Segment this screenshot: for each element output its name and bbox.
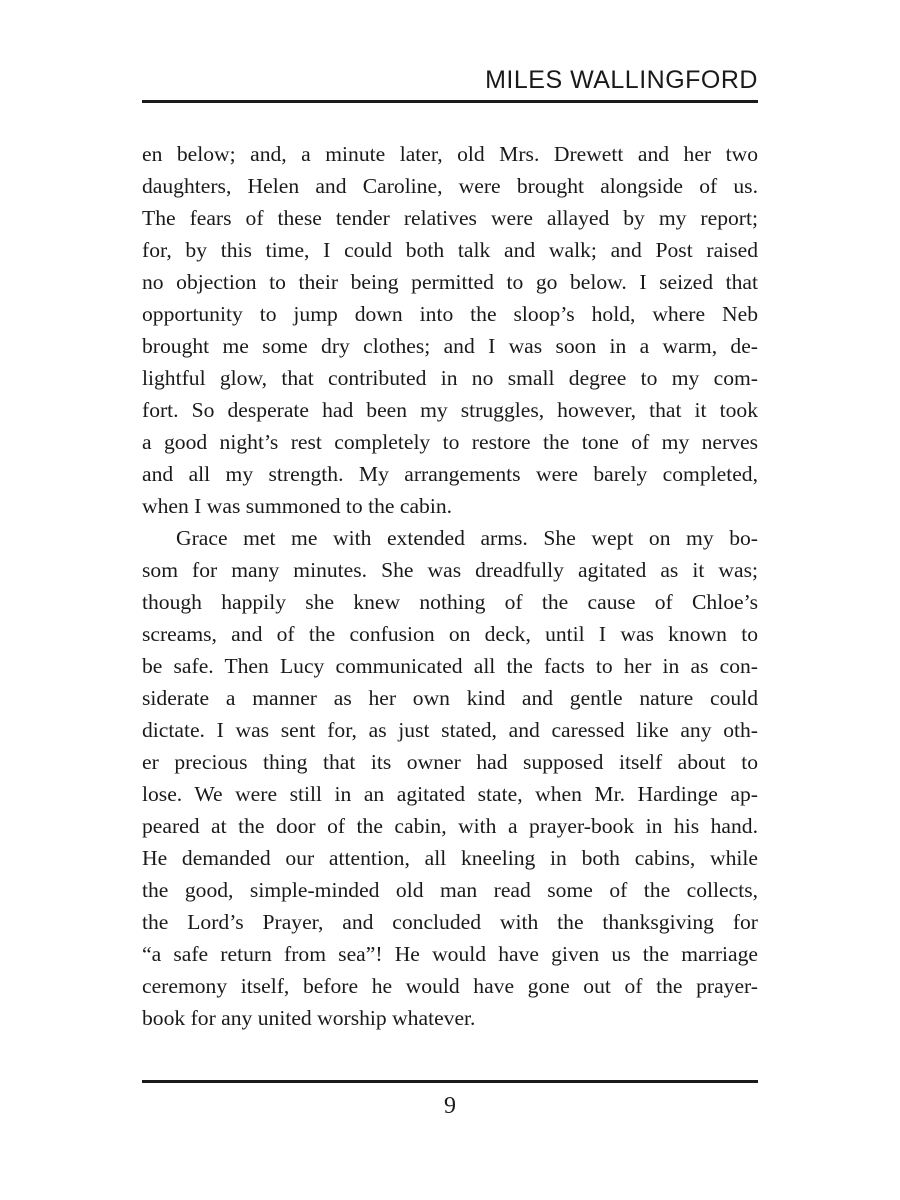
running-header-title: MILES WALLINGFORD	[485, 66, 758, 94]
text-line: “a safe return from sea”! He would have given us the marriage	[142, 942, 758, 966]
text-line: and all my strength. My arrangements were barely completed,	[142, 462, 758, 486]
text-line: siderate a manner as her own kind and gentle nature could	[142, 686, 758, 710]
text-line: when I was summoned to the cabin.	[142, 494, 453, 518]
text-line: fort. So desperate had been my struggles, however, that it took	[142, 398, 758, 422]
text-line: daughters, Helen and Caroline, were brought alongside of us.	[142, 174, 758, 198]
page-number: 9	[444, 1093, 456, 1119]
text-line: no objection to their being permitted to go below. I seized that	[142, 270, 758, 294]
text-line: for, by this time, I could both talk and walk; and Post raised	[142, 238, 758, 262]
paragraph-2	[142, 522, 758, 1034]
paragraph-1	[142, 138, 758, 522]
text-line: the Lord’s Prayer, and concluded with the thanksgiving for	[142, 910, 758, 934]
text-line: er precious thing that its owner had supposed itself about to	[142, 750, 758, 774]
text-line: a good night’s rest completely to restore the tone of my nerves	[142, 430, 758, 454]
text-line: Grace met me with extended arms. She wept on my bo-	[176, 526, 758, 550]
text-line: en below; and, a minute later, old Mrs. Drewett and her two	[142, 142, 758, 166]
text-line: He demanded our attention, all kneeling in both cabins, while	[142, 846, 758, 870]
text-line: be safe. Then Lucy communicated all the facts to her in as con-	[142, 654, 758, 678]
text-line: book for any united worship whatever.	[142, 1006, 476, 1030]
body-text	[142, 138, 758, 1034]
text-line: ceremony itself, before he would have gone out of the prayer-	[142, 974, 758, 998]
text-line: opportunity to jump down into the sloop’s hold, where Neb	[142, 302, 758, 326]
text-line: though happily she knew nothing of the cause of Chloe’s	[142, 590, 758, 614]
text-line: dictate. I was sent for, as just stated, and caressed like any oth-	[142, 718, 758, 742]
footer-rule	[142, 1080, 758, 1083]
text-line: screams, and of the confusion on deck, until I was known to	[142, 622, 758, 646]
text-line: brought me some dry clothes; and I was soon in a warm, de-	[142, 334, 758, 358]
text-line: lightful glow, that contributed in no small degree to my com-	[142, 366, 758, 390]
text-line: the good, simple-minded old man read some of the collects,	[142, 878, 758, 902]
text-line: peared at the door of the cabin, with a prayer-book in his hand.	[142, 814, 758, 838]
text-line: The fears of these tender relatives were allayed by my report;	[142, 206, 758, 230]
text-line: lose. We were still in an agitated state, when Mr. Hardinge ap-	[142, 782, 758, 806]
text-line: som for many minutes. She was dreadfully agitated as it was;	[142, 558, 758, 582]
header-rule	[142, 100, 758, 103]
